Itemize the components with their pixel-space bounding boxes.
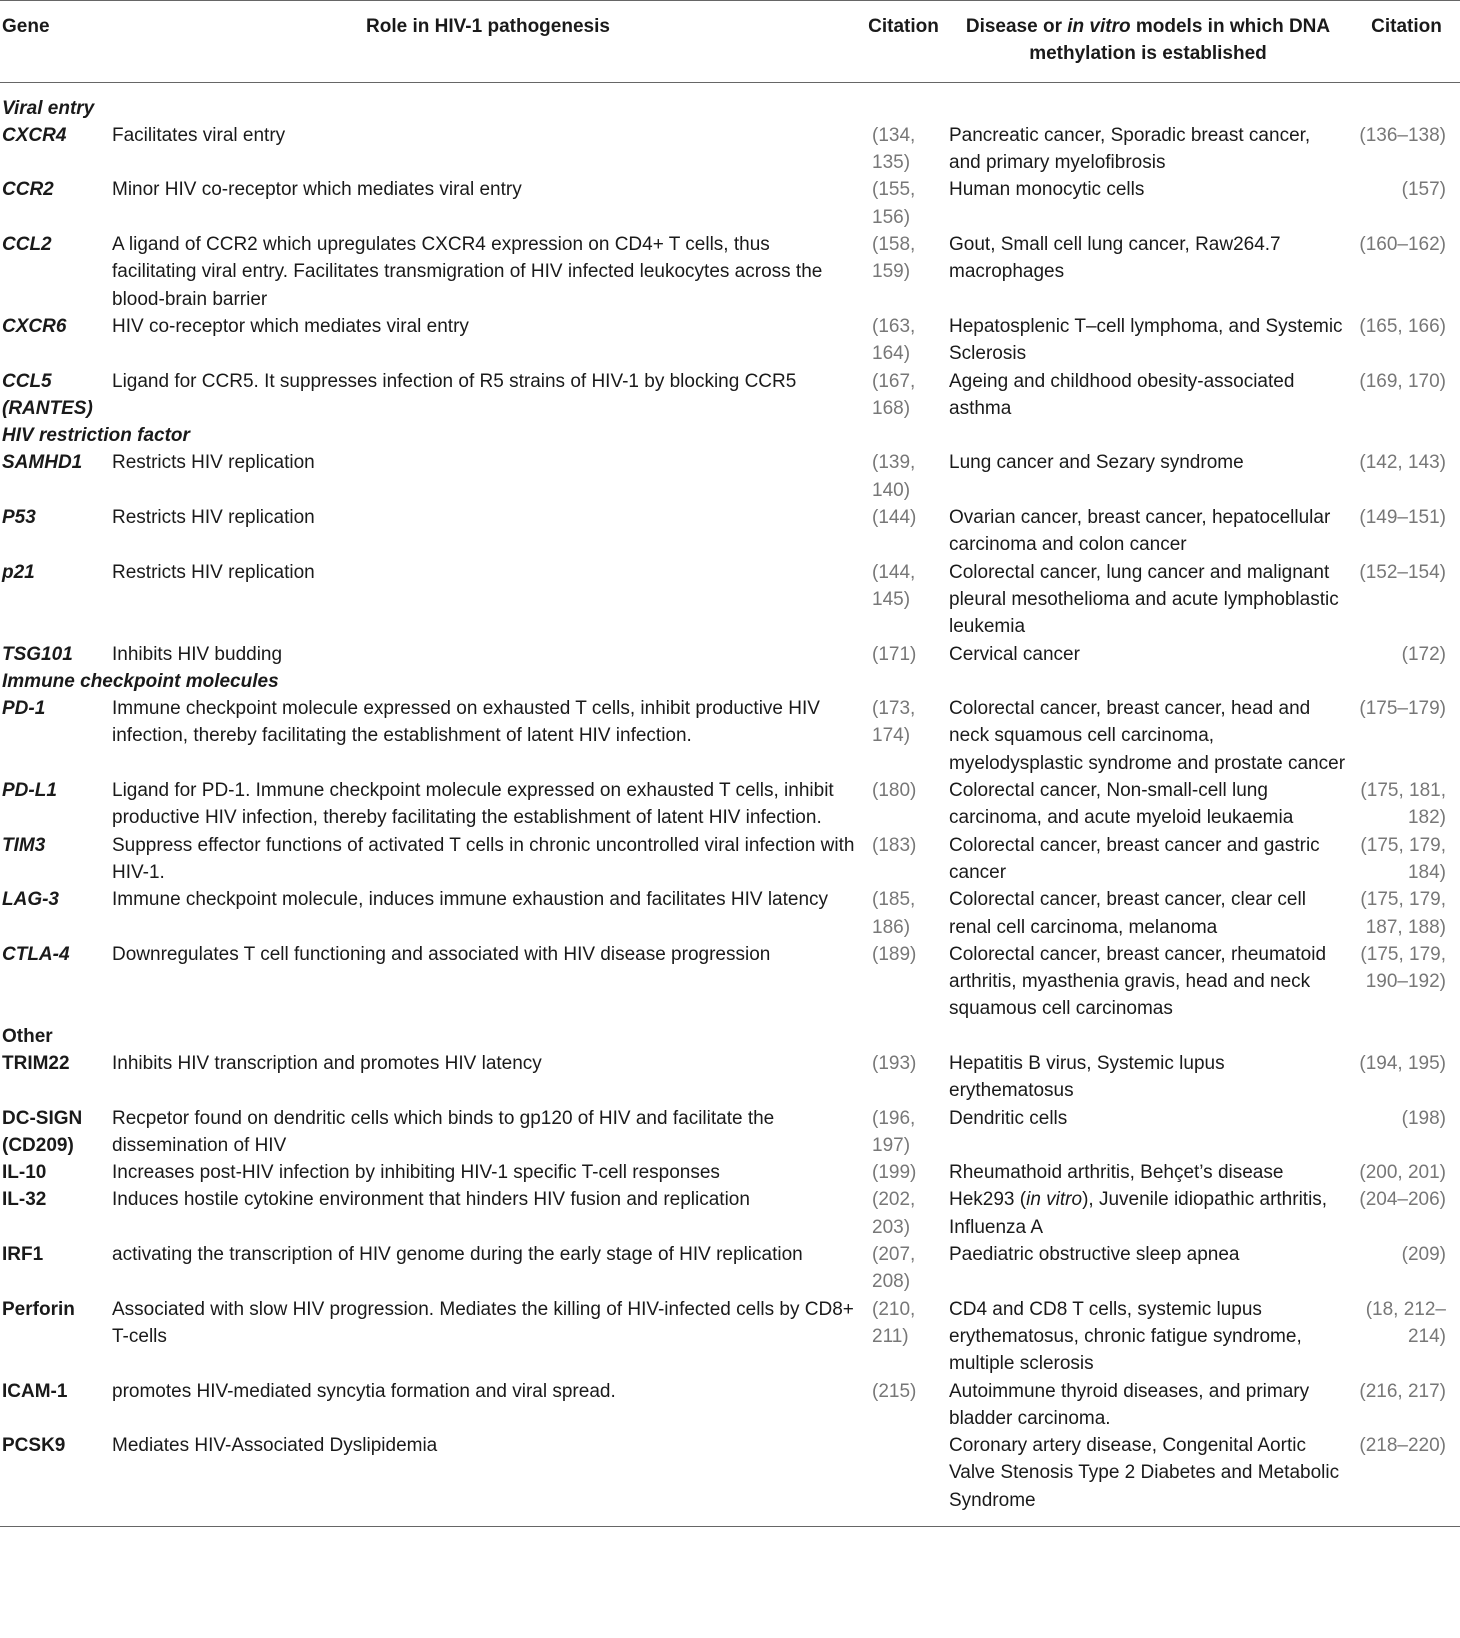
citation-cell: (202, 203) xyxy=(872,1189,916,1238)
disease-citation-cell: (175, 181, 182) xyxy=(1360,780,1446,829)
disease-cell: Autoimmune thyroid diseases, and primary bladder carcinoma. xyxy=(949,1380,1310,1429)
section-row xyxy=(0,668,1460,695)
citation-cell: (139, 140) xyxy=(872,452,916,501)
disease-cell: Gout, Small cell lung cancer, Raw264.7 macrophages xyxy=(949,234,1281,283)
disease-citation-cell: (172) xyxy=(1401,643,1446,665)
disease-cell: Human monocytic cells xyxy=(949,179,1145,201)
citation-cell: (207, 208) xyxy=(872,1244,916,1293)
table-row xyxy=(0,1378,1460,1433)
table-row xyxy=(0,777,1460,832)
role-cell: Downregulates T cell functioning and associated with HIV disease progression xyxy=(112,943,771,965)
role-cell: Ligand for PD-1. Immune checkpoint molecule expressed on exhausted T cells, inhibit productive HIV infection, thereby facilitating the establishment of latent HIV infection. xyxy=(112,780,834,829)
citation-cell: (193) xyxy=(872,1052,917,1074)
gene-cell: PD-1 xyxy=(2,698,46,720)
role-cell: Recpetor found on dendritic cells which binds to gp120 of HIV and facilitate the dissemination of HIV xyxy=(112,1107,775,1156)
gene-cell: CCR2 xyxy=(2,179,54,201)
disease-citation-cell: (152–154) xyxy=(1359,561,1446,583)
table-row xyxy=(0,1432,1460,1526)
gene-cell: SAMHD1 xyxy=(2,452,83,474)
header-gene: Gene xyxy=(2,16,50,37)
role-cell: Ligand for CCR5. It suppresses infection of R5 strains of HIV-1 by blocking CCR5 xyxy=(112,370,797,392)
table-row xyxy=(0,176,1460,231)
gene-cell: TRIM22 xyxy=(2,1052,70,1074)
disease-citation-cell: (198) xyxy=(1401,1107,1446,1129)
gene-cell: LAG-3 xyxy=(2,889,59,911)
disease-cell: Lung cancer and Sezary syndrome xyxy=(949,452,1244,474)
disease-cell xyxy=(943,1186,1353,1241)
disease-cell: Colorectal cancer, breast cancer, clear cell renal cell carcinoma, melanoma xyxy=(949,889,1306,938)
role-cell: Mediates HIV-Associated Dyslipidemia xyxy=(112,1435,438,1457)
table-row xyxy=(0,231,1460,313)
disease-citation-cell: (175, 179, 190–192) xyxy=(1360,943,1446,993)
section-row xyxy=(0,82,1460,122)
disease-post: ), Juvenile idiopathic arthritis, Influenza A xyxy=(949,1189,1328,1238)
disease-pre: Hek293 ( xyxy=(949,1189,1027,1211)
disease-citation-cell: (204–206) xyxy=(1359,1189,1446,1211)
table-header xyxy=(0,1,1460,83)
citation-cell: (173, 174) xyxy=(872,698,916,747)
disease-cell: Colorectal cancer, breast cancer and gastric cancer xyxy=(949,834,1320,883)
table-row xyxy=(0,1296,1460,1378)
disease-cell: Pancreatic cancer, Sporadic breast cancer, and primary myelofibrosis xyxy=(949,124,1311,174)
role-cell: HIV co-receptor which mediates viral entry xyxy=(112,315,469,337)
table-row xyxy=(0,368,1460,423)
disease-citation-cell: (18, 212–214) xyxy=(1365,1298,1446,1347)
section-title: Other xyxy=(2,1025,53,1047)
disease-citation-cell: (175–179) xyxy=(1359,698,1446,720)
role-cell: Minor HIV co-receptor which mediates viral entry xyxy=(112,179,522,201)
citation-cell xyxy=(864,1432,943,1526)
gene-cell: CXCR6 xyxy=(2,315,67,337)
role-cell: promotes HIV-mediated syncytia formation and viral spread. xyxy=(112,1380,616,1402)
disease-cell: CD4 and CD8 T cells, systemic lupus erythematosus, chronic fatigue syndrome, multiple sclerosis xyxy=(949,1298,1302,1375)
gene-cell: IL-10 xyxy=(2,1162,47,1184)
role-cell: Facilitates viral entry xyxy=(112,124,286,146)
header-citation: Citation xyxy=(868,16,939,37)
gene-cell: CCL2 xyxy=(2,234,52,256)
disease-cell: Colorectal cancer, Non-small-cell lung carcinoma, and acute myeloid leukaemia xyxy=(949,780,1294,829)
disease-citation-cell: (149–151) xyxy=(1359,507,1446,529)
gene-cell: TSG101 xyxy=(2,643,73,665)
disease-cell: Rheumathoid arthritis, Behçet’s disease xyxy=(949,1162,1284,1184)
role-cell: Inhibits HIV budding xyxy=(112,643,283,665)
header-disease xyxy=(943,1,1353,83)
citation-cell: (171) xyxy=(872,643,917,665)
disease-cell: Colorectal cancer, breast cancer, rheumatoid arthritis, myasthenia gravis, head and neck squamous cell carcinomas xyxy=(949,943,1327,1020)
header-role: Role in HIV-1 pathogenesis xyxy=(366,16,610,37)
table-row xyxy=(0,1241,1460,1296)
disease-cell: Paediatric obstructive sleep apnea xyxy=(949,1244,1240,1266)
disease-citation-cell: (157) xyxy=(1401,179,1446,201)
role-cell: Restricts HIV replication xyxy=(112,561,315,583)
role-cell: Induces hostile cytokine environment that hinders HIV fusion and replication xyxy=(112,1189,750,1211)
role-cell: Inhibits HIV transcription and promotes HIV latency xyxy=(112,1052,542,1074)
table-row xyxy=(0,122,1460,177)
disease-citation-cell: (194, 195) xyxy=(1359,1052,1446,1074)
citation-cell: (167, 168) xyxy=(872,370,916,419)
disease-citation-cell: (165, 166) xyxy=(1359,315,1446,337)
header-disease-pre: Disease or xyxy=(965,16,1068,37)
header-disease-italic: in vitro xyxy=(1067,16,1131,37)
disease-citation-cell: (209) xyxy=(1401,1244,1446,1266)
disease-cell: Hepatosplenic T–cell lymphoma, and Systemic Sclerosis xyxy=(949,315,1343,365)
citation-cell: (215) xyxy=(872,1380,917,1402)
citation-cell: (158, 159) xyxy=(872,234,916,283)
disease-citation-cell: (200, 201) xyxy=(1359,1162,1446,1184)
citation-cell: (134, 135) xyxy=(872,124,916,174)
gene-cell: IRF1 xyxy=(2,1244,44,1266)
table-body xyxy=(0,82,1460,1526)
disease-cell: Colorectal cancer, lung cancer and malignant pleural mesothelioma and acute lymphoblastic leukemia xyxy=(949,561,1339,638)
citation-cell: (199) xyxy=(872,1162,917,1184)
gene-cell: ICAM-1 xyxy=(2,1380,68,1402)
citation-cell: (185, 186) xyxy=(872,889,916,938)
disease-citation-cell: (175, 179, 187, 188) xyxy=(1360,889,1446,938)
gene-cell: CTLA-4 xyxy=(2,943,70,965)
role-cell: Immune checkpoint molecule expressed on exhausted T cells, inhibit productive HIV infection, thereby facilitating the establishment of latent HIV infection. xyxy=(112,698,820,747)
disease-citation-cell: (169, 170) xyxy=(1359,370,1446,392)
disease-cell: Colorectal cancer, breast cancer, head and neck squamous cell carcinoma, myelodysplastic syndrome and prostate cancer xyxy=(949,698,1346,774)
table-row xyxy=(0,559,1460,641)
disease-citation-cell: (142, 143) xyxy=(1359,452,1446,474)
citation-cell: (183) xyxy=(872,834,917,856)
table-row xyxy=(0,449,1460,504)
role-cell: Restricts HIV replication xyxy=(112,452,315,474)
gene-cell: p21 xyxy=(2,561,35,583)
citation-cell: (180) xyxy=(872,780,917,802)
gene-cell: PD-L1 xyxy=(2,780,57,802)
disease-cell: Ageing and childhood obesity-associated asthma xyxy=(949,370,1295,419)
table-row xyxy=(0,886,1460,941)
citation-cell: (144, 145) xyxy=(872,561,916,610)
gene-cell: CXCR4 xyxy=(2,124,67,146)
disease-italic: in vitro xyxy=(1026,1189,1083,1211)
disease-citation-cell: (136–138) xyxy=(1359,124,1446,146)
disease-citation-cell: (216, 217) xyxy=(1359,1380,1446,1402)
disease-cell: Coronary artery disease, Congenital Aortic Valve Stenosis Type 2 Diabetes and Metabolic Syndrome xyxy=(949,1435,1340,1511)
citation-cell: (210, 211) xyxy=(872,1298,916,1347)
disease-cell: Hepatitis B virus, Systemic lupus erythematosus xyxy=(949,1052,1225,1102)
section-title: Immune checkpoint molecules xyxy=(2,670,279,692)
role-cell: Increases post-HIV infection by inhibiting HIV-1 specific T-cell responses xyxy=(112,1162,720,1184)
gene-cell: IL-32 xyxy=(2,1189,47,1211)
gene-cell: Perforin xyxy=(2,1298,75,1320)
section-title: HIV restriction factor xyxy=(2,425,190,447)
table-row xyxy=(0,832,1460,887)
section-row xyxy=(0,422,1460,449)
header-citation-2: Citation xyxy=(1371,16,1442,37)
section-title: Viral entry xyxy=(2,97,95,119)
role-cell: Suppress effector functions of activated T cells in chronic uncontrolled viral infection with HIV-1. xyxy=(112,834,855,883)
table-row xyxy=(0,941,1460,1023)
citation-cell: (155, 156) xyxy=(872,179,916,228)
gene-cell: DC-SIGN (CD209) xyxy=(2,1107,83,1156)
gene-cell: PCSK9 xyxy=(2,1435,66,1457)
table-row xyxy=(0,641,1460,668)
table-row xyxy=(0,695,1460,777)
role-cell: Immune checkpoint molecule, induces immune exhaustion and facilitates HIV latency xyxy=(112,889,829,911)
table-row xyxy=(0,1186,1460,1241)
role-cell: Associated with slow HIV progression. Mediates the killing of HIV-infected cells by CD8+ T-cells xyxy=(112,1298,854,1347)
disease-citation-cell: (218–220) xyxy=(1359,1435,1446,1457)
disease-cell: Cervical cancer xyxy=(949,643,1080,665)
table-row xyxy=(0,504,1460,559)
gene-cell: CCL5 (RANTES) xyxy=(2,370,93,419)
table-row xyxy=(0,313,1460,368)
gene-cell: P53 xyxy=(2,507,36,529)
citation-cell: (163, 164) xyxy=(872,315,916,365)
role-cell: A ligand of CCR2 which upregulates CXCR4 expression on CD4+ T cells, thus facilitating viral entry. Facilitates transmigration of HIV infected leukocytes across the blood-brain barrier xyxy=(112,234,823,310)
gene-cell: TIM3 xyxy=(2,834,46,856)
disease-cell: Ovarian cancer, breast cancer, hepatocellular carcinoma and colon cancer xyxy=(949,507,1331,556)
citation-cell: (144) xyxy=(872,507,917,529)
section-row xyxy=(0,1023,1460,1050)
disease-citation-cell: (160–162) xyxy=(1359,234,1446,256)
disease-cell: Dendritic cells xyxy=(949,1107,1068,1129)
table-row xyxy=(0,1105,1460,1160)
table-row xyxy=(0,1159,1460,1186)
table-row xyxy=(0,1050,1460,1105)
citation-cell: (196, 197) xyxy=(872,1107,916,1156)
role-cell: activating the transcription of HIV genome during the early stage of HIV replication xyxy=(112,1244,803,1266)
role-cell: Restricts HIV replication xyxy=(112,507,315,529)
header-disease-post: models in which DNA methylation is established xyxy=(1029,16,1331,65)
citation-cell: (189) xyxy=(872,943,917,965)
disease-citation-cell: (175, 179, 184) xyxy=(1360,834,1446,883)
